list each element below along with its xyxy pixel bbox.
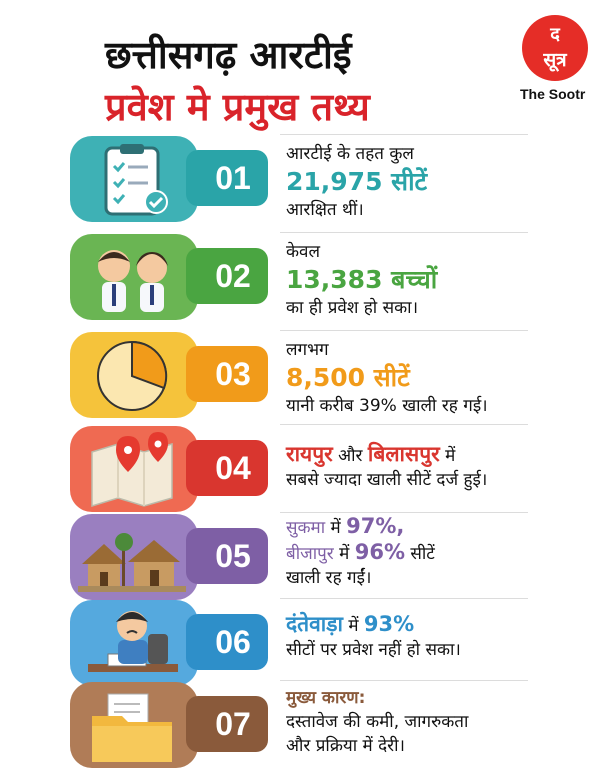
page-title: छत्तीसगढ़ आरटीई bbox=[105, 33, 352, 77]
fact-line: केवल bbox=[286, 242, 321, 262]
fact-line: और प्रक्रिया में देरी। bbox=[286, 736, 405, 756]
fact-highlight: 21,975 सीटें bbox=[286, 167, 428, 196]
fact-number: 05 bbox=[215, 538, 251, 574]
percent-bijapur: 96% bbox=[354, 540, 405, 564]
fact-number: 01 bbox=[215, 160, 251, 196]
map-pins-icon bbox=[78, 430, 186, 508]
sad-student-icon bbox=[78, 604, 186, 682]
fact-row-3 bbox=[0, 330, 616, 420]
row-divider bbox=[280, 512, 528, 513]
joiner-text: में bbox=[333, 544, 355, 564]
joiner-text: और bbox=[332, 446, 368, 466]
row-divider bbox=[280, 134, 528, 135]
fact-number: 03 bbox=[215, 356, 251, 392]
fact-line: आरटीई के तहत कुल bbox=[286, 144, 414, 164]
fact-line: यानी करीब 39% खाली रह गई। bbox=[286, 396, 488, 416]
svg-text:द: द bbox=[550, 24, 560, 45]
row-divider bbox=[280, 424, 528, 425]
place-bijapur: बीजापुर bbox=[286, 544, 334, 564]
fact-line bbox=[286, 514, 556, 540]
percent-sukma: 97%, bbox=[346, 514, 405, 538]
percent-dantewada: 93% bbox=[363, 612, 415, 636]
page-subtitle: प्रवेश मे प्रमुख तथ्य bbox=[105, 85, 370, 129]
fact-row-5 bbox=[0, 512, 616, 602]
row-divider bbox=[280, 232, 528, 233]
fact-number: 02 bbox=[215, 258, 251, 294]
fact-number: 07 bbox=[215, 706, 251, 742]
fact-line bbox=[286, 540, 556, 566]
fact-row-6 bbox=[0, 598, 616, 688]
place-sukma: सुकमा bbox=[286, 518, 326, 538]
line-tail: सीटें bbox=[405, 544, 435, 564]
fact-line: लगभग bbox=[286, 340, 329, 360]
pie-chart-icon bbox=[78, 336, 186, 414]
fact-row-2 bbox=[0, 232, 616, 322]
fact-line: सीटों पर प्रवेश नहीं हो सका। bbox=[286, 640, 461, 660]
row-divider bbox=[280, 680, 528, 681]
row-divider bbox=[280, 330, 528, 331]
fact-row-7 bbox=[0, 680, 616, 770]
checklist-clipboard-icon bbox=[78, 140, 186, 218]
fact-line: दस्तावेज की कमी, जागरुकता bbox=[286, 712, 469, 732]
the-sootr-logo bbox=[521, 14, 589, 82]
fact-line bbox=[286, 612, 556, 638]
fact-row-4 bbox=[0, 424, 616, 514]
logo-caption: The Sootr bbox=[520, 86, 586, 102]
fact-line: आरक्षित थीं। bbox=[286, 200, 364, 220]
fact-line: सबसे ज्यादा खाली सीटें दर्ज हुई। bbox=[286, 470, 488, 490]
line-tail: में bbox=[439, 446, 456, 466]
school-children-icon bbox=[78, 238, 186, 316]
village-huts-icon bbox=[78, 518, 186, 596]
fact-highlight: 8,500 सीटें bbox=[286, 363, 410, 392]
svg-text:सूत्र: सूत्र bbox=[543, 49, 567, 71]
fact-number: 04 bbox=[215, 450, 251, 486]
fact-number: 06 bbox=[215, 624, 251, 660]
city-raipur: रायपुर bbox=[286, 442, 333, 466]
fact-row-1 bbox=[0, 134, 616, 224]
fact-line: खाली रह गईं। bbox=[286, 568, 372, 588]
place-dantewada: दंतेवाड़ा bbox=[286, 612, 343, 636]
fact-line bbox=[286, 442, 556, 468]
joiner-text: में bbox=[325, 518, 347, 538]
joiner-text: में bbox=[342, 616, 364, 636]
city-bilaspur: बिलासपुर bbox=[367, 442, 440, 466]
fact-heading: मुख्य कारण: bbox=[286, 688, 366, 708]
fact-line: का ही प्रवेश हो सका। bbox=[286, 298, 419, 318]
row-divider bbox=[280, 598, 528, 599]
fact-highlight: 13,383 बच्चों bbox=[286, 265, 438, 294]
document-folder-icon bbox=[78, 686, 186, 764]
